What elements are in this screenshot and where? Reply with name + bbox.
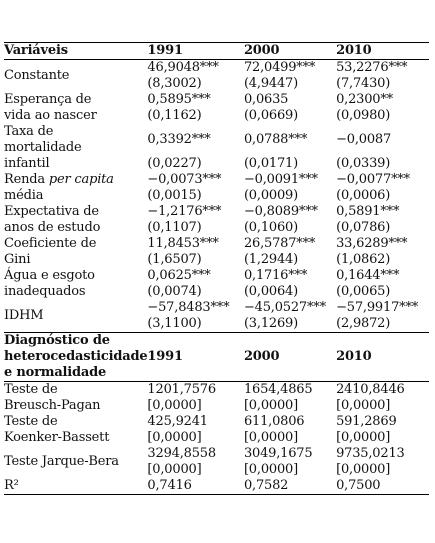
se-cell: (0,0171): [243, 156, 298, 171]
coef-cell: 0,1716***: [243, 268, 308, 283]
se-cell: (0,0009): [243, 188, 298, 203]
table-header-row: [4, 43, 429, 60]
test-label: Teste de: [4, 382, 58, 397]
row-label: mortalidade: [4, 140, 82, 155]
coef-cell: 26,5787***: [243, 236, 316, 251]
diagnostics-title: [4, 333, 147, 382]
coef-cell: −0,0091***: [243, 172, 318, 187]
coef-cell: −0,8089***: [243, 204, 318, 219]
se-cell: (8,3002): [147, 76, 202, 91]
se-cell: (0,0339): [336, 156, 391, 171]
pvalue-cell: [0,0000]: [336, 398, 391, 413]
coef-cell: −1,2176***: [147, 204, 222, 219]
se-cell: (0,0980): [336, 108, 391, 123]
se-cell: (0,0065): [336, 284, 391, 299]
table-row: [4, 108, 429, 124]
pvalue-cell: [0,0000]: [147, 398, 202, 413]
row-label: inadequados: [4, 284, 86, 299]
pvalue-cell: [0,0000]: [336, 462, 391, 477]
se-cell: (3,1100): [147, 316, 202, 331]
year-header-2000: 2000: [244, 43, 336, 60]
row-label: Esperança de: [4, 92, 92, 107]
se-cell: (0,0669): [243, 108, 298, 123]
diagnostics-year-1991: 1991: [147, 333, 244, 382]
r2-cell: 0,7582: [244, 478, 336, 495]
se-cell: (1,2944): [243, 252, 298, 267]
pvalue-cell: [0,0000]: [243, 462, 298, 477]
se-cell: (0,1060): [243, 220, 298, 235]
diagnostics-year-2000: 2000: [244, 333, 336, 382]
coef-cell: 33,6289***: [336, 236, 408, 251]
stat-cell: 9735,0213: [336, 446, 405, 461]
table-row: [4, 430, 429, 446]
se-cell: (0,0227): [147, 156, 202, 171]
se-cell: (2,9872): [336, 316, 391, 331]
stat-cell: 1201,7576: [147, 382, 216, 397]
stat-cell: 2410,8446: [336, 382, 405, 397]
r2-cell: 0,7416: [147, 478, 244, 495]
coef-cell: 11,8453***: [147, 236, 219, 251]
coef-cell: 46,9048***: [147, 60, 219, 75]
pvalue-cell: [0,0000]: [243, 398, 298, 413]
se-cell: (0,0786): [336, 220, 391, 235]
se-cell: (0,0015): [147, 188, 202, 203]
coef-cell: 0,2300**: [336, 92, 393, 107]
se-cell: (0,1107): [147, 220, 202, 235]
table-row: [4, 284, 429, 300]
row-label: Constante: [4, 68, 70, 83]
row-label: Taxa de: [4, 124, 54, 139]
se-cell: (1,0862): [336, 252, 391, 267]
se-cell: (7,7430): [336, 76, 391, 91]
diagnostics-title-line: e normalidade: [4, 365, 107, 380]
row-label: Coeficiente de: [4, 236, 97, 251]
coef-cell: −45,0527***: [243, 300, 326, 315]
table-row: [4, 252, 429, 268]
test-label: Teste de: [4, 414, 58, 429]
diagnostics-title-line: heterocedasticidade: [4, 349, 148, 364]
table-row: [4, 188, 429, 204]
table-row: [4, 398, 429, 414]
variables-header: Variáveis: [4, 43, 147, 60]
se-cell: (0,0074): [147, 284, 202, 299]
coef-cell: 0,0625***: [147, 268, 211, 283]
se-cell: (0,0006): [336, 188, 391, 203]
table-row: [4, 414, 429, 430]
table-row: [4, 236, 429, 252]
row-label-italic: per capita: [48, 172, 114, 187]
table-row: [4, 382, 429, 399]
test-label: Breusch-Pagan: [4, 398, 101, 413]
year-header-2010: 2010: [336, 43, 429, 60]
table-row: [4, 172, 429, 188]
r2-cell: 0,7500: [336, 478, 429, 495]
coef-cell: −0,0073***: [147, 172, 222, 187]
coef-cell: −57,9917***: [336, 300, 419, 315]
pvalue-cell: [0,0000]: [243, 430, 298, 445]
table-row: [4, 300, 429, 316]
row-label: Água e esgoto: [4, 268, 95, 283]
se-cell: (3,1269): [243, 316, 298, 331]
row-label: vida ao nascer: [4, 108, 97, 123]
se-cell: (1,6507): [147, 252, 202, 267]
table-row: [4, 478, 429, 495]
coef-cell: −57,8483***: [147, 300, 230, 315]
row-label: anos de estudo: [4, 220, 101, 235]
coef-cell: 0,1644***: [336, 268, 400, 283]
year-header-1991: 1991: [147, 43, 244, 60]
table-row: [4, 446, 429, 462]
table-row: [4, 92, 429, 108]
table-row: [4, 204, 429, 220]
row-label: média: [4, 188, 44, 203]
coef-cell: 0,5891***: [336, 204, 400, 219]
se-cell: (0,1162): [147, 108, 202, 123]
table-row: [4, 156, 429, 172]
r2-label: R²: [4, 478, 147, 495]
se-cell: (0,0064): [243, 284, 298, 299]
table-row: [4, 268, 429, 284]
pvalue-cell: [0,0000]: [336, 430, 391, 445]
test-label: Koenker-Bassett: [4, 430, 110, 445]
table-row: [4, 220, 429, 236]
stat-cell: 1654,4865: [243, 382, 313, 397]
regression-table: [4, 42, 429, 495]
stat-cell: 611,0806: [243, 414, 305, 429]
coef-cell: 0,3392***: [147, 132, 211, 147]
diagnostics-title-line: Diagnóstico de: [4, 333, 110, 348]
row-label: Gini: [4, 252, 31, 267]
coef-cell: 0,0788***: [243, 132, 308, 147]
row-label: Expectativa de: [4, 204, 99, 219]
stat-cell: 3049,1675: [243, 446, 313, 461]
coef-cell: 72,0499***: [243, 60, 316, 75]
row-label: infantil: [4, 156, 50, 171]
coef-cell: 0,0635: [243, 92, 289, 107]
pvalue-cell: [0,0000]: [147, 462, 202, 477]
stat-cell: 3294,8558: [147, 446, 216, 461]
diagnostics-year-2010: 2010: [336, 333, 429, 382]
test-label: Teste Jarque-Bera: [4, 454, 119, 469]
coef-cell: 53,2276***: [336, 60, 408, 75]
table-row: [4, 60, 429, 77]
row-label: IDHM: [4, 308, 44, 323]
row-label-text: Renda: [4, 172, 45, 187]
diagnostics-header-row: [4, 333, 429, 382]
row-label: [4, 172, 147, 188]
coef-cell: −0,0077***: [336, 172, 410, 187]
stat-cell: 425,9241: [147, 414, 208, 429]
coef-cell: 0,5895***: [147, 92, 211, 107]
coef-cell: −0,0087: [336, 132, 392, 147]
pvalue-cell: [0,0000]: [147, 430, 202, 445]
stat-cell: 591,2869: [336, 414, 397, 429]
se-cell: (4,9447): [243, 76, 298, 91]
table-row: [4, 124, 429, 140]
